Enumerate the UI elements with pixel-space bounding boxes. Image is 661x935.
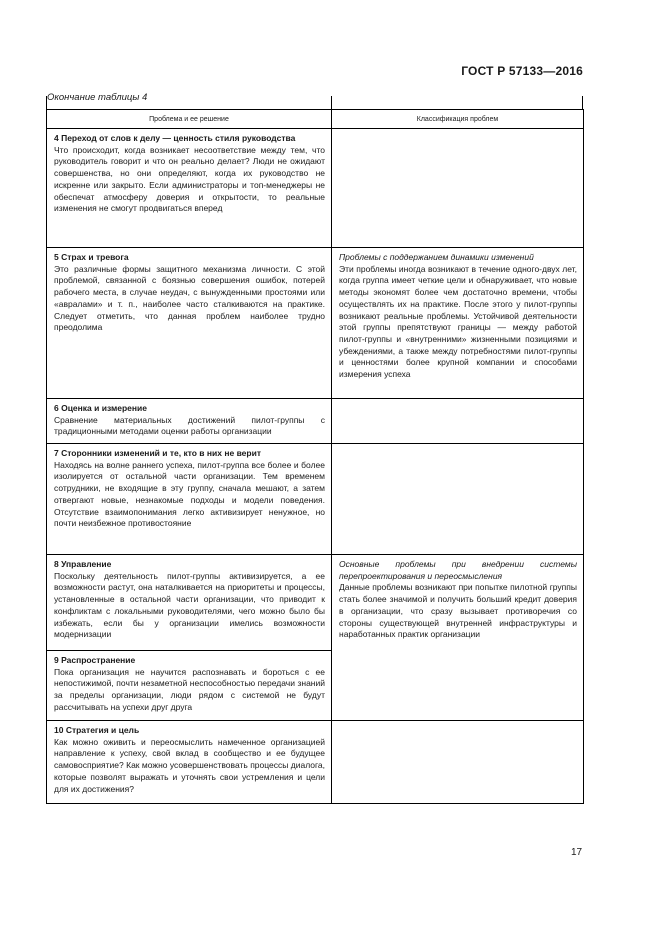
table-row xyxy=(47,399,584,444)
table-header-row xyxy=(47,110,584,129)
problem-cell xyxy=(47,248,332,399)
table-row xyxy=(47,721,584,804)
problem-cell xyxy=(47,444,332,555)
document-header: ГОСТ Р 57133—2016 xyxy=(461,64,583,78)
problem-text: Что происходит, когда возникает несоответствие между тем, что руководитель говорит и что он реально делает? Люди не ожидают совершенства, но они определяют, когда их руководство не искренне или закрыто. Если администраторы и топ-менеджеры не обеспечат атмосферу доверия и открытости, то реальные изменения не смогут продвигаться вперед xyxy=(54,144,325,214)
table-row xyxy=(47,248,584,399)
column-header-problem: Проблема и ее решение xyxy=(47,110,332,129)
classification-title: Проблемы с поддержанием динамики изменений xyxy=(339,252,534,262)
problem-cell xyxy=(47,721,332,804)
problem-title: 7 Сторонники изменений и те, кто в них не верит xyxy=(54,448,261,458)
problem-text: Как можно оживить и переосмыслить намеченное организацией направление к успеху, свой вклад в сообщество и ее будущее самовосприятие? Как можно усовершенствовать процессы диалога, которые позволят выражать и уточнять свои устремления и цели для их достижения? xyxy=(54,736,325,794)
classification-text: Данные проблемы возникают при попытке пилотной группы стать более значимой и получить больший кредит доверия в организации, что сразу вызывает противоречия со стороны существующей внутренней инфраструктуры и наработанных практик организации xyxy=(339,582,577,640)
problems-table xyxy=(46,109,584,804)
classification-cell xyxy=(332,555,584,721)
problem-cell xyxy=(47,555,332,651)
classification-cell-empty xyxy=(332,399,584,444)
problem-text: Поскольку деятельность пилот-группы активизируется, а ее возможности растут, она наталкивается на приоритеты и процессы, установленные в остальной части организации, что приводит к конфликтам с локальными руководителями, чего можно было бы избежать, если бы у организации имелись возможности модернизации xyxy=(54,570,325,640)
table-continuation-line-middle xyxy=(331,96,332,109)
problem-title: 4 Переход от слов к делу — ценность стиля руководства xyxy=(54,133,296,143)
table-row xyxy=(47,444,584,555)
problem-cell xyxy=(47,651,332,721)
table-row xyxy=(47,129,584,248)
column-header-classification: Классификация проблем xyxy=(332,110,584,129)
problem-cell xyxy=(47,129,332,248)
table-caption: Окончание таблицы 4 xyxy=(47,92,148,103)
problem-cell xyxy=(47,399,332,444)
classification-text: Эти проблемы иногда возникают в течение одного-двух лет, когда группа имеет четкие цели и обнаруживает, что новые методы экономят более чем достаточно времени, чтобы осуществлять их на практике. После этого у пилот-группы возникают реальные проблемы. Устойчивой деятельности этой группы препятствуют границы — между работой пилот-группы и «внутренними» жизненными позициями и убеждениями, а также между потребностями пилот-группы и ценностями более крупной компании и способами измерения успеха xyxy=(339,263,577,380)
classification-cell xyxy=(332,248,584,399)
page-number: 17 xyxy=(571,847,583,858)
problem-text: Находясь на волне раннего успеха, пилот-группа все более и более изолируется от остальной части организации. Тем временем сотрудники, не входящие в эту группу, сначала мешают, а затем отвергают новые, незнакомые подходы и модели поведения. Отсутствие взаимопонимания легко активизирует ненужное, но почти неизбежное противостояние xyxy=(54,459,325,529)
table-continuation-line-right xyxy=(582,96,583,109)
table-row xyxy=(47,555,584,651)
problem-title: 9 Распространение xyxy=(54,655,136,665)
problem-text: Это различные формы защитного механизма личности. С этой проблемой, связанной с боязнью совершения ошибок, потерей рабочего места, в случае неудач, с вынужденными простоями или «авралами» и т. п., наиболее часто сталкиваются на практике. Следует отметить, что данная проблем наиболее трудно преодолима xyxy=(54,263,325,333)
classification-cell-empty xyxy=(332,444,584,555)
classification-cell-empty xyxy=(332,721,584,804)
table-continuation-line-left xyxy=(46,96,47,109)
classification-title: Основные проблемы при внедрении системы перепроектирования и переосмысления xyxy=(339,559,577,581)
problem-title: 5 Страх и тревога xyxy=(54,252,129,262)
problem-title: 6 Оценка и измерение xyxy=(54,403,147,413)
problem-text: Сравнение материальных достижений пилот-группы с традиционными методами оценки работы организации xyxy=(54,414,325,437)
problem-text: Пока организация не научится распознавать и бороться с ее непостижимой, почти незаметной неспособностью передачи знаний за пределы организации, люди рядом с системой не будут рассчитывать на успехи друг друга xyxy=(54,666,325,712)
classification-cell-empty xyxy=(332,129,584,248)
problem-title: 8 Управление xyxy=(54,559,112,569)
problem-title: 10 Стратегия и цель xyxy=(54,725,140,735)
